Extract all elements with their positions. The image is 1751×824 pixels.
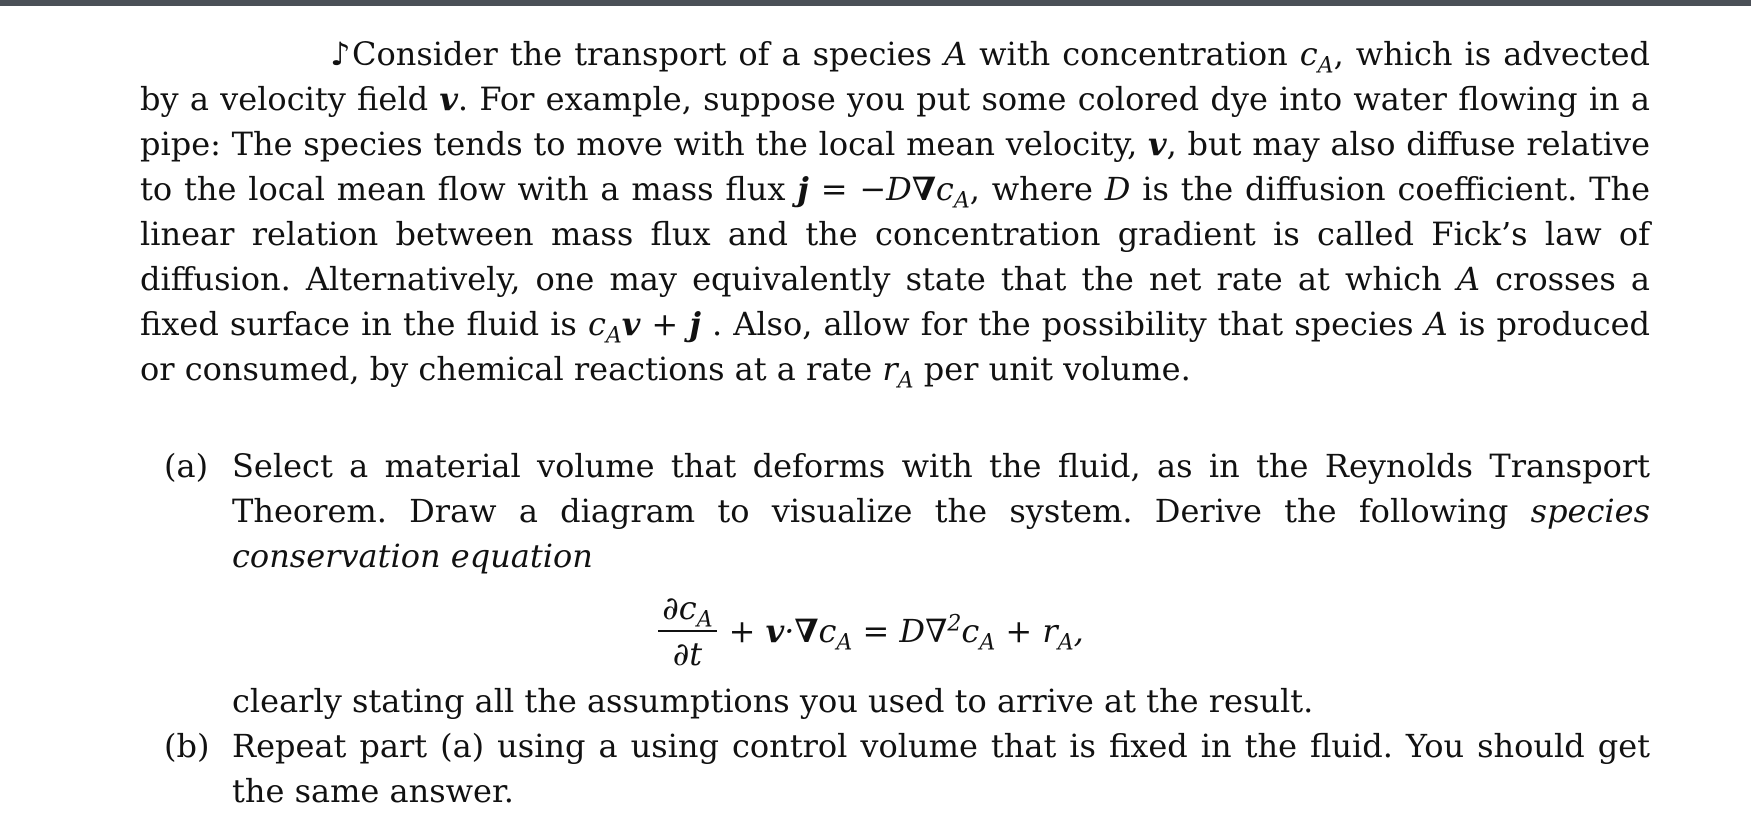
part-b-body: Repeat part (a) using a using control volume that is fixed in the fluid. You should get the same answer. [232, 727, 1650, 810]
window-top-bar [0, 0, 1751, 6]
part-a-body [232, 444, 1650, 724]
margin-mark: ♪ [330, 35, 351, 73]
part-a-closing-text: clearly stating all the assumptions you used to arrive at the result. [232, 682, 1314, 720]
part-label: (b) [164, 727, 210, 765]
partial-derivative-fraction: $\frac{\partial c_A}{\partial t}$ [658, 588, 716, 674]
part-a-text: Select a material volume that deforms with the fluid, as in the Reynolds Transport Theorem. Draw a diagram to visualize the system. Derive the following species conservation equation [232, 447, 1650, 575]
part-b [164, 724, 1650, 814]
problem-document [140, 32, 1650, 814]
problem-parts [164, 444, 1650, 814]
problem-intro-paragraph: ♪Consider the transport of a species A with concentration $c_A$, which is advected by a velocity field v. For example, suppose you put some colored dye into water flowing in a pipe: The species tends to move with the local mean velocity, v, but may also diffuse relative to the local mean flow with a mass flux $j = -D\nabla c_A$, where D is the diffusion coefficient. The linear relation between mass flux and the concentration gradient is called Fick’s law of diffusion. Alternatively, one may equivalently state that the net rate at which A crosses a fixed surface in the fluid is $c_Av + j$ . Also, allow for the possibility that species A is produced or consumed, by chemical reactions at a rate $r_A$ per unit volume. [140, 32, 1650, 392]
equation-rhs: + $v\cdot\nabla c_A = D\nabla^2c_A + r_A$, [728, 610, 1084, 655]
species-conservation-equation [232, 583, 1650, 679]
part-a [164, 444, 1650, 724]
emphasis-term: species conservation equation [232, 492, 1650, 575]
part-label: (a) [164, 447, 209, 485]
